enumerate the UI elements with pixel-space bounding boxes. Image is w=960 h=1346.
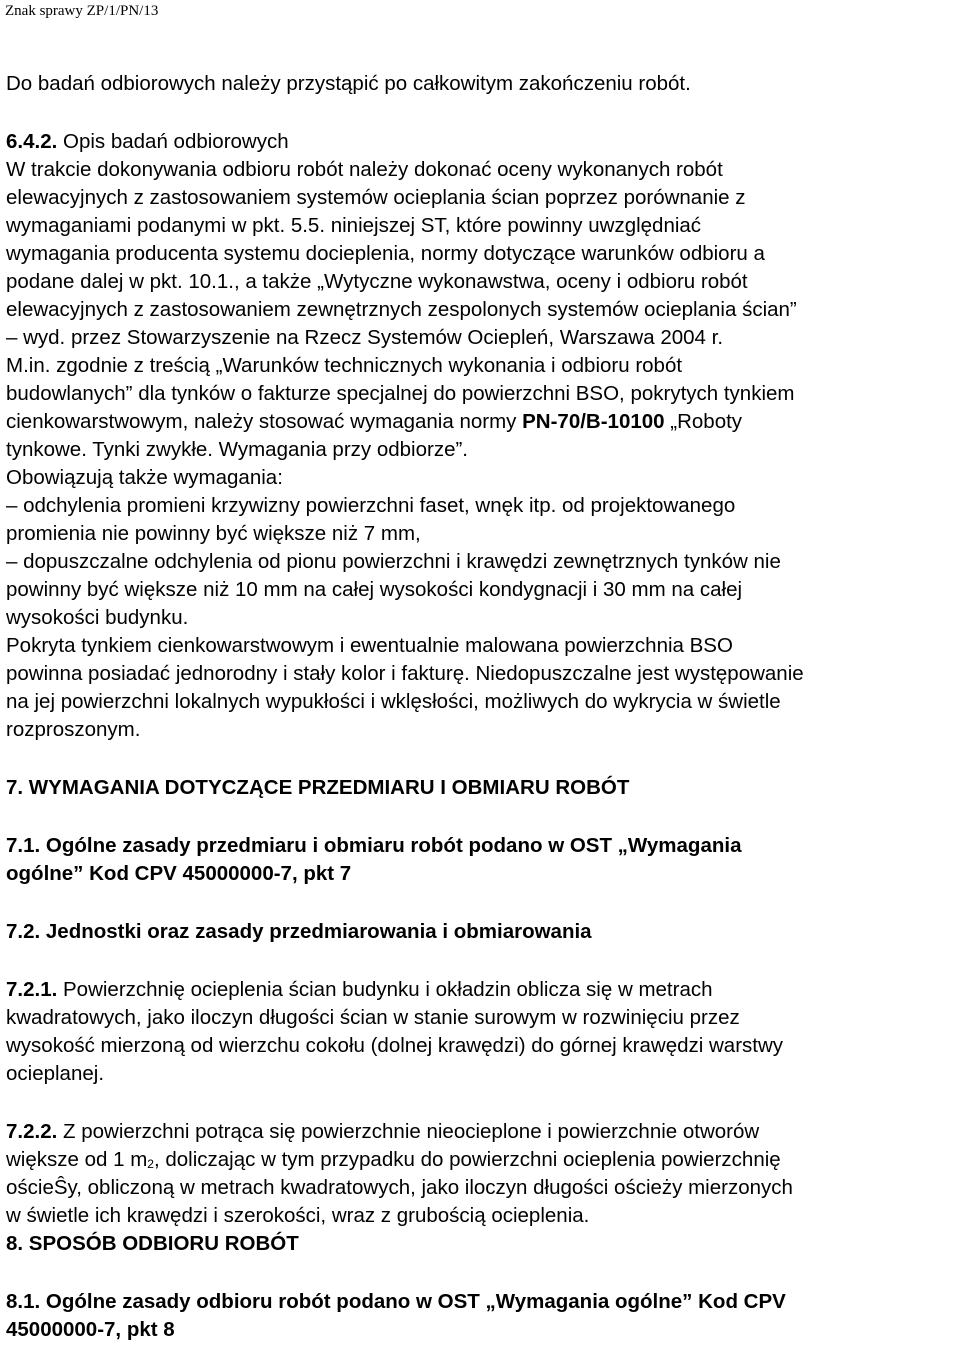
paragraph-line: [6, 1146, 958, 1174]
text-run: , doliczając w tym przypadku do powierzchni ocieplenia powierzchnię: [153, 1148, 781, 1171]
section-7-2-2-paragraph: [6, 1118, 958, 1146]
paragraph-line: Obowiązują także wymagania:: [6, 466, 283, 489]
paragraph-line: budowlanych” dla tynków o fakturze specjalnej do powierzchni BSO, pokrytych tynkiem: [6, 382, 795, 405]
paragraph-line: wysokość mierzoną od wierzchu cokołu (dolnej krawędzi) do górnej krawędzi warstwy: [6, 1034, 784, 1057]
paragraph-line: Pokryta tynkiem cienkowarstwowym i ewentualnie malowana powierzchnia BSO: [6, 634, 733, 657]
section-number: 7.2.1.: [6, 978, 58, 1001]
paragraph-line: ościeŜy, obliczoną w metrach kwadratowych, jako iloczyn długości ościeży mierzonych: [6, 1176, 793, 1199]
section-7-2-heading: 7.2. Jednostki oraz zasady przedmiarowania i obmiarowania: [6, 920, 592, 943]
section-7-1-heading-cont: ogólne” Kod CPV 45000000-7, pkt 7: [6, 862, 352, 885]
section-number: 6.4.2.: [6, 130, 58, 153]
paragraph-line: wymaganiami podanymi w pkt. 5.5. niniejszej ST, które powinny uwzględniać: [6, 214, 702, 237]
paragraph-line: rozproszonym.: [6, 718, 141, 741]
list-item: – dopuszczalne odchylenia od pionu powierzchni i krawędzi zewnętrznych tynków nie: [6, 550, 781, 573]
section-7-2-1-paragraph: [6, 976, 958, 1004]
section-number: 7.2.2.: [6, 1120, 58, 1143]
paragraph-line: elewacyjnych z zastosowaniem zewnętrznych zespolonych systemów ocieplania ścian”: [6, 298, 797, 321]
norm-reference: PN-70/B-10100: [522, 410, 665, 433]
document-header: Znak sprawy ZP/1/PN/13: [5, 3, 159, 19]
text-run: Z powierzchni potrąca się powierzchnie nieocieplone i powierzchnie otworów: [57, 1120, 760, 1143]
document-body: [6, 70, 958, 1344]
paragraph-line: – wyd. przez Stowarzyszenie na Rzecz Systemów Ociepleń, Warszawa 2004 r.: [6, 326, 724, 349]
paragraph-line: podane dalej w pkt. 10.1., a także „Wytyczne wykonawstwa, oceny i odbioru robót: [6, 270, 748, 293]
paragraph-line: [6, 408, 958, 436]
paragraph-line: tynkowe. Tynki zwykłe. Wymagania przy odbiorze”.: [6, 438, 469, 461]
paragraph-line: wysokości budynku.: [6, 606, 189, 629]
paragraph-line: w świetle ich krawędzi i szerokości, wraz z grubością ocieplenia.: [6, 1204, 590, 1227]
paragraph-line: W trakcie dokonywania odbioru robót należy dokonać oceny wykonanych robót: [6, 158, 723, 181]
section-6-4-2-title: [6, 128, 958, 156]
text-run: Powierzchnię ocieplenia ścian budynku i okładzin oblicza się w metrach: [57, 978, 713, 1001]
section-7-1-heading: 7.1. Ogólne zasady przedmiaru i obmiaru robót podano w OST „Wymagania: [6, 834, 742, 857]
section-7-heading: 7. WYMAGANIA DOTYCZĄCE PRZEDMIARU I OBMIARU ROBÓT: [6, 776, 630, 799]
paragraph-line: na jej powierzchni lokalnych wypukłości i wklęsłości, możliwych do wykrycia w świetle: [6, 690, 781, 713]
unit-subscript: 2: [147, 1157, 154, 1171]
text-run: większe od 1 m: [6, 1148, 148, 1171]
paragraph-line: powinny być większe niż 10 mm na całej wysokości kondygnacji i 30 mm na całej: [6, 578, 743, 601]
intro-paragraph: Do badań odbiorowych należy przystąpić po całkowitym zakończeniu robót.: [6, 72, 691, 95]
list-item: – odchylenia promieni krzywizny powierzchni faset, wnęk itp. od projektowanego: [6, 494, 736, 517]
text-run: „Roboty: [664, 410, 743, 433]
section-8-heading: 8. SPOSÓB ODBIORU ROBÓT: [6, 1232, 299, 1255]
section-8-1-heading-cont: 45000000-7, pkt 8: [6, 1318, 175, 1341]
paragraph-line: kwadratowych, jako iloczyn długości ścian w stanie surowym w rozwinięciu przez: [6, 1006, 740, 1029]
text-run: cienkowarstwowym, należy stosować wymagania normy: [6, 410, 523, 433]
section-title-text: Opis badań odbiorowych: [57, 130, 289, 153]
paragraph-line: powinna posiadać jednorodny i stały kolor i fakturę. Niedopuszczalne jest występowanie: [6, 662, 804, 685]
paragraph-line: promienia nie powinny być większe niż 7 mm,: [6, 522, 421, 545]
paragraph-line: ocieplanej.: [6, 1062, 105, 1085]
paragraph-line: elewacyjnych z zastosowaniem systemów ocieplania ścian poprzez porównanie z: [6, 186, 746, 209]
paragraph-line: wymagania producenta systemu docieplenia, normy dotyczące warunków odbioru a: [6, 242, 765, 265]
section-8-1-heading: 8.1. Ogólne zasady odbioru robót podano w OST „Wymagania ogólne” Kod CPV: [6, 1290, 786, 1313]
paragraph-line: M.in. zgodnie z treścią „Warunków technicznych wykonania i odbioru robót: [6, 354, 683, 377]
